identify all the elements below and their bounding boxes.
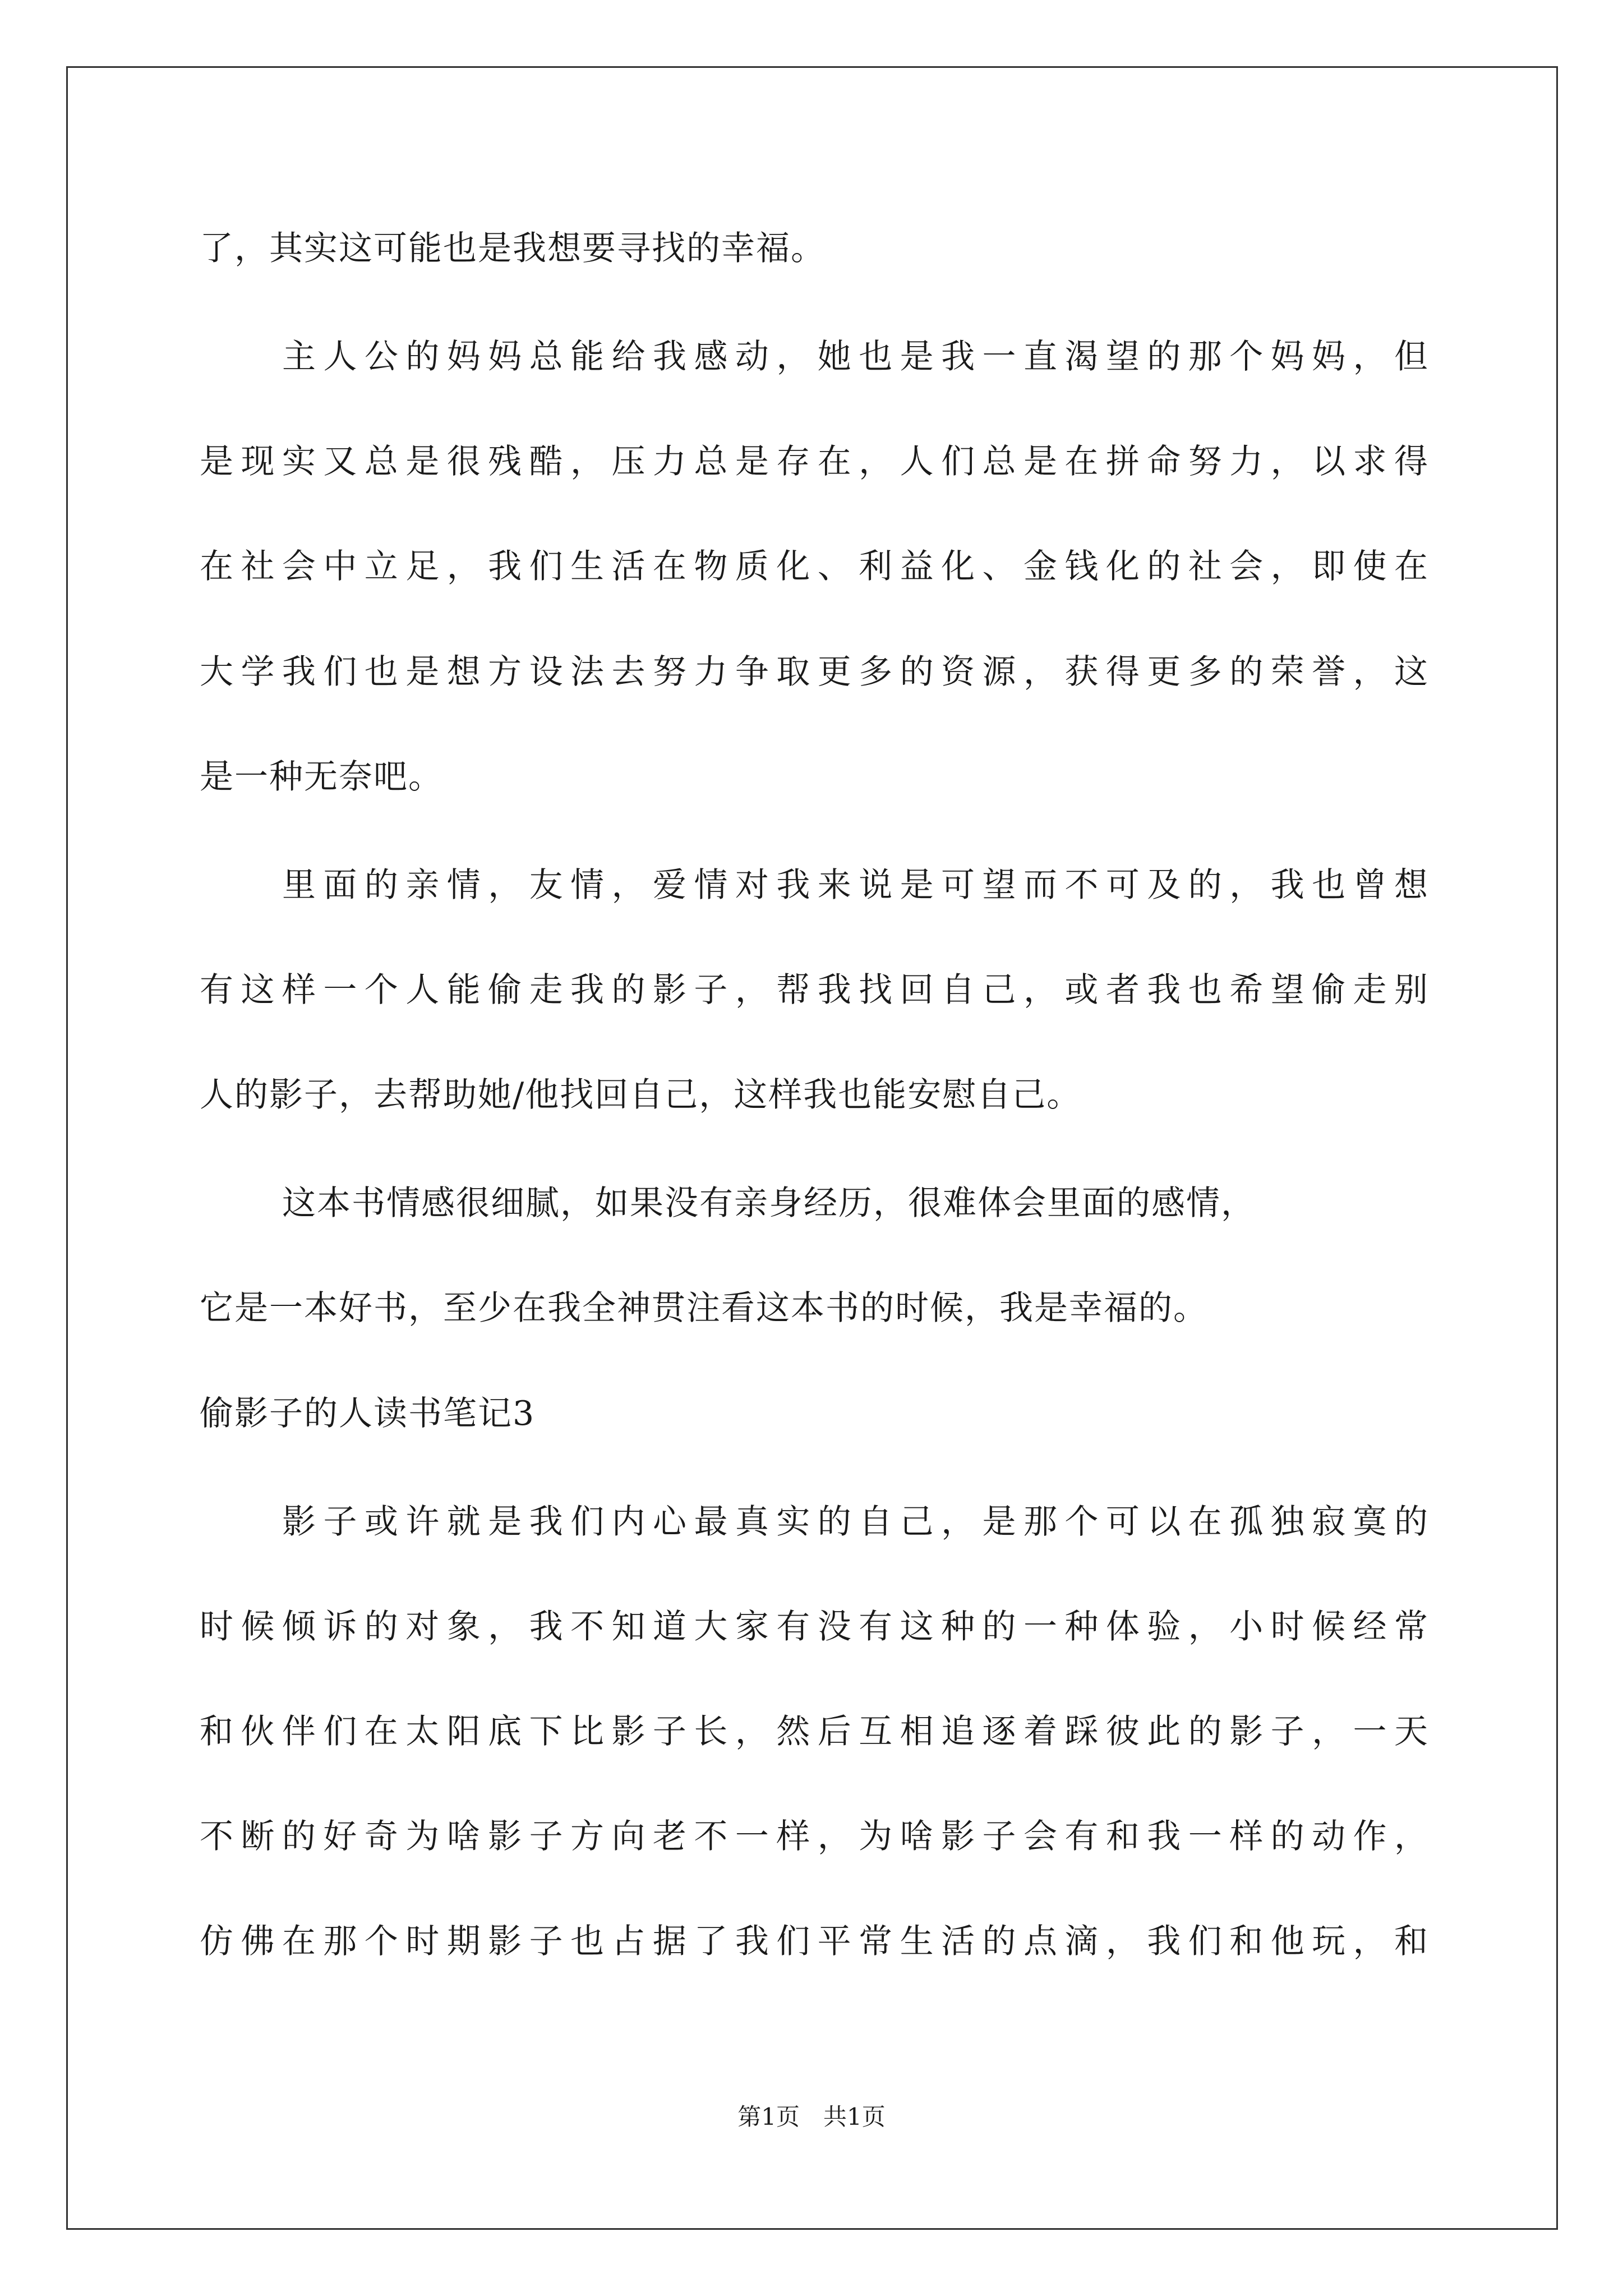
paragraph-line: 人的影子，去帮助她/他找回自己，这样我也能安慰自己。 — [200, 1075, 1082, 1115]
paragraph-line: 主人公的妈妈总能给我感动，她也是我一直渴望的那个妈妈，但 — [282, 337, 1429, 376]
paragraph-line: 它是一本好书，至少在我全神贯注看这本书的时候，我是幸福的。 — [200, 1289, 1208, 1328]
paragraph-line: 大学我们也是想方设法去努力争取更多的资源，获得更多的荣誉，这 — [200, 652, 1429, 692]
paragraph-line: 是现实又总是很残酷，压力总是存在，人们总是在拼命努力，以求得 — [200, 442, 1429, 481]
paragraph-line: 是一种无奈吧。 — [200, 757, 443, 797]
paragraph-line: 里面的亲情，友情，爱情对我来说是可望而不可及的，我也曾想 — [282, 866, 1429, 905]
paragraph-line: 这本书情感很细腻，如果没有亲身经历，很难体会里面的感情， — [282, 1184, 1256, 1223]
paragraph-line: 时候倾诉的对象，我不知道大家有没有这种的一种体验，小时候经常 — [200, 1607, 1429, 1646]
page-border — [66, 66, 1558, 2230]
paragraph-line: 仿佛在那个时期影子也占据了我们平常生活的点滴，我们和他玩，和 — [200, 1922, 1429, 1961]
paragraph-line: 了，其实这可能也是我想要寻找的幸福。 — [200, 229, 826, 268]
paragraph-line: 不断的好奇为啥影子方向老不一样，为啥影子会有和我一样的动作， — [200, 1817, 1429, 1856]
paragraph-line: 影子或许就是我们内心最真实的自己，是那个可以在孤独寂寞的 — [282, 1502, 1429, 1542]
section-heading: 偷影子的人读书笔记3 — [200, 1394, 536, 1433]
paragraph-line: 在社会中立足，我们生活在物质化、利益化、金钱化的社会，即使在 — [200, 547, 1429, 586]
paragraph-line: 和伙伴们在太阳底下比影子长，然后互相追逐着踩彼此的影子，一天 — [200, 1712, 1429, 1751]
page-footer: 第1页 共1页 — [737, 2103, 886, 2131]
paragraph-line: 有这样一个人能偷走我的影子，帮我找回自己，或者我也希望偷走别 — [200, 970, 1429, 1010]
